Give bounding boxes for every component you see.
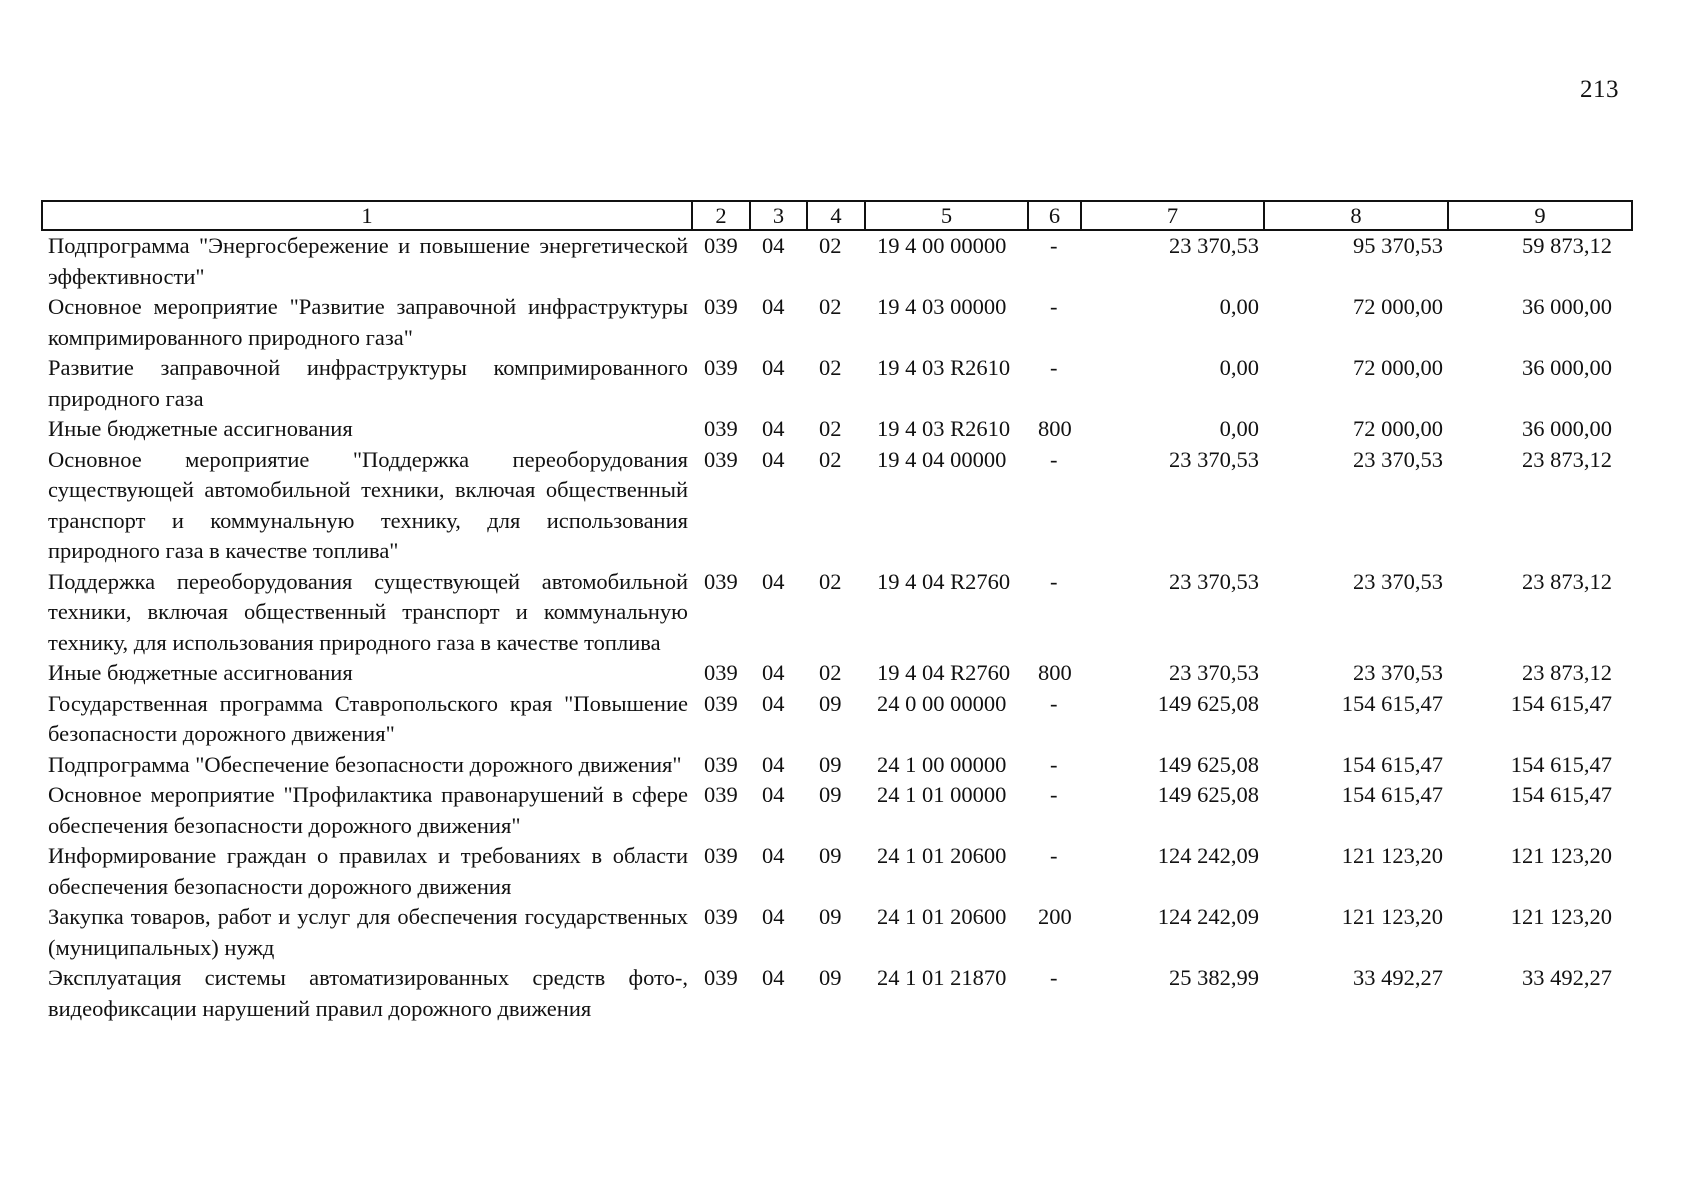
row-amount-cell: 23 873,12 [1522, 568, 1612, 594]
row-amount-cell: 36 000,00 [1522, 416, 1612, 441]
row-amount-cell: 25 382,99 [1169, 965, 1259, 990]
row-section-cell: 04 [762, 568, 785, 594]
page-number: 213 [1580, 76, 1619, 103]
row-amount-cell: 23 370,53 [1353, 568, 1443, 594]
row-subsection-cell: 02 [819, 233, 842, 258]
row-amount-cell: 36 000,00 [1522, 355, 1612, 380]
row-target-article-cell: 19 4 04 R2760 [877, 568, 1011, 594]
row-subsection-cell: 02 [819, 294, 842, 319]
row-code-cell: 039 [704, 660, 738, 685]
table-row [42, 292, 1632, 353]
row-expense-type-cell: - [1050, 843, 1058, 868]
column-header: 1 [42, 201, 692, 230]
row-target-article-cell: 24 1 01 00000 [877, 782, 1007, 807]
row-amount-cell: 95 370,53 [1353, 233, 1443, 258]
row-name-cell: Основное мероприятие "Поддержка переоборудования существующей автомобильной техники, включая общественный транспорт и коммунальную технику, для использования природного газа в качестве топлива" [48, 446, 688, 563]
row-target-article-cell: 19 4 04 R2760 [877, 660, 1011, 685]
table-row [42, 902, 1632, 963]
row-amount-cell: 154 615,47 [1341, 690, 1443, 716]
row-amount-cell: 33 492,27 [1353, 965, 1443, 990]
row-subsection-cell: 02 [819, 355, 842, 380]
row-name-cell: Основное мероприятие "Профилактика правонарушений в сфере обеспечения безопасности дорожного движения" [48, 782, 688, 838]
budget-table [41, 200, 1633, 1024]
table-row [42, 841, 1632, 902]
row-subsection-cell: 09 [819, 782, 842, 807]
row-subsection-cell: 09 [819, 690, 842, 716]
row-subsection-cell: 02 [819, 660, 842, 685]
row-expense-type-cell: 200 [1038, 904, 1072, 929]
row-amount-cell: 23 370,53 [1169, 568, 1259, 594]
row-code-cell: 039 [704, 446, 738, 472]
row-amount-cell: 121 123,20 [1341, 904, 1443, 929]
row-expense-type-cell: - [1050, 233, 1058, 258]
row-target-article-cell: 19 4 03 00000 [877, 294, 1007, 319]
row-amount-cell: 72 000,00 [1353, 294, 1443, 319]
row-amount-cell: 149 625,08 [1157, 782, 1259, 807]
column-header: 3 [750, 201, 807, 230]
row-section-cell: 04 [762, 782, 785, 807]
row-amount-cell: 23 873,12 [1522, 446, 1612, 472]
column-header: 6 [1028, 201, 1081, 230]
row-section-cell: 04 [762, 446, 785, 472]
row-subsection-cell: 02 [819, 416, 842, 441]
row-amount-cell: 154 615,47 [1341, 782, 1443, 807]
row-name-cell: Информирование граждан о правилах и требованиях в области обеспечения безопасности дорожного движения [48, 843, 688, 899]
row-section-cell: 04 [762, 751, 785, 777]
row-amount-cell: 0,00 [1219, 416, 1259, 441]
table-row [42, 963, 1632, 1024]
row-subsection-cell: 02 [819, 446, 842, 472]
row-name-cell: Развитие заправочной инфраструктуры компримированного природного газа [48, 355, 688, 411]
row-expense-type-cell: - [1050, 568, 1058, 594]
row-amount-cell: 121 123,20 [1341, 843, 1443, 868]
row-amount-cell: 154 615,47 [1510, 690, 1612, 716]
row-code-cell: 039 [704, 416, 738, 441]
row-subsection-cell: 09 [819, 843, 842, 868]
table-row [42, 750, 1632, 781]
row-target-article-cell: 19 4 04 00000 [877, 446, 1007, 472]
row-code-cell: 039 [704, 965, 738, 990]
column-header: 9 [1448, 201, 1632, 230]
row-amount-cell: 124 242,09 [1157, 843, 1259, 868]
row-section-cell: 04 [762, 904, 785, 929]
row-subsection-cell: 09 [819, 751, 842, 777]
table-row [42, 780, 1632, 841]
column-header: 5 [865, 201, 1028, 230]
row-target-article-cell: 24 1 01 20600 [877, 843, 1007, 868]
row-amount-cell: 154 615,47 [1510, 782, 1612, 807]
row-amount-cell: 154 615,47 [1341, 751, 1443, 777]
column-header: 7 [1081, 201, 1264, 230]
row-section-cell: 04 [762, 294, 785, 319]
row-amount-cell: 154 615,47 [1510, 751, 1612, 777]
row-target-article-cell: 24 1 01 20600 [877, 904, 1007, 929]
column-header: 4 [807, 201, 865, 230]
row-amount-cell: 59 873,12 [1522, 233, 1612, 258]
row-section-cell: 04 [762, 660, 785, 685]
column-header: 8 [1264, 201, 1448, 230]
row-code-cell: 039 [704, 782, 738, 807]
row-name-cell: Закупка товаров, работ и услуг для обеспечения государственных (муниципальных) нужд [48, 904, 688, 960]
row-amount-cell: 124 242,09 [1157, 904, 1259, 929]
row-name-cell: Государственная программа Ставропольского края "Повышение безопасности дорожного движения" [48, 690, 688, 746]
row-expense-type-cell: - [1050, 690, 1058, 716]
row-name-cell: Подпрограмма "Обеспечение безопасности дорожного движения" [48, 751, 682, 777]
row-subsection-cell: 09 [819, 904, 842, 929]
row-name-cell: Подпрограмма "Энергосбережение и повышение энергетической эффективности" [48, 233, 688, 289]
row-amount-cell: 72 000,00 [1353, 416, 1443, 441]
row-expense-type-cell: 800 [1038, 416, 1072, 441]
row-amount-cell: 33 492,27 [1522, 965, 1612, 990]
row-expense-type-cell: - [1050, 294, 1058, 319]
row-target-article-cell: 24 0 00 00000 [877, 690, 1007, 716]
row-amount-cell: 0,00 [1219, 294, 1259, 319]
row-target-article-cell: 19 4 03 R2610 [877, 416, 1011, 441]
row-code-cell: 039 [704, 751, 738, 777]
row-amount-cell: 23 873,12 [1522, 660, 1612, 685]
row-section-cell: 04 [762, 416, 785, 441]
table-row [42, 567, 1632, 659]
row-amount-cell: 149 625,08 [1157, 751, 1259, 777]
row-amount-cell: 121 123,20 [1510, 843, 1612, 868]
row-code-cell: 039 [704, 355, 738, 380]
row-amount-cell: 36 000,00 [1522, 294, 1612, 319]
row-amount-cell: 23 370,53 [1353, 660, 1443, 685]
row-code-cell: 039 [704, 690, 738, 716]
table-row [42, 414, 1632, 445]
row-expense-type-cell: - [1050, 446, 1058, 472]
row-name-cell: Поддержка переоборудования существующей автомобильной техники, включая общественный транспорт и коммунальную технику, для использования природного газа в качестве топлива [48, 568, 688, 655]
row-expense-type-cell: - [1050, 751, 1058, 777]
row-section-cell: 04 [762, 233, 785, 258]
table-row [42, 353, 1632, 414]
row-section-cell: 04 [762, 690, 785, 716]
table-header-row [42, 201, 1632, 230]
row-target-article-cell: 19 4 00 00000 [877, 233, 1007, 258]
row-code-cell: 039 [704, 843, 738, 868]
row-expense-type-cell: - [1050, 782, 1058, 807]
row-code-cell: 039 [704, 294, 738, 319]
row-target-article-cell: 24 1 01 21870 [877, 965, 1007, 990]
table-row [42, 658, 1632, 689]
table-row [42, 689, 1632, 750]
row-name-cell: Эксплуатация системы автоматизированных средств фото-, видеофиксации нарушений правил дорожного движения [48, 965, 688, 1021]
row-expense-type-cell: - [1050, 355, 1058, 380]
row-section-cell: 04 [762, 355, 785, 380]
row-name-cell: Иные бюджетные ассигнования [48, 660, 353, 685]
row-amount-cell: 121 123,20 [1510, 904, 1612, 929]
row-expense-type-cell: - [1050, 965, 1058, 990]
row-expense-type-cell: 800 [1038, 660, 1072, 685]
row-name-cell: Иные бюджетные ассигнования [48, 416, 353, 441]
row-amount-cell: 23 370,53 [1169, 660, 1259, 685]
column-header: 2 [692, 201, 750, 230]
table-row [42, 445, 1632, 567]
row-amount-cell: 72 000,00 [1353, 355, 1443, 380]
row-amount-cell: 23 370,53 [1353, 446, 1443, 472]
row-target-article-cell: 24 1 00 00000 [877, 751, 1007, 777]
row-code-cell: 039 [704, 904, 738, 929]
row-section-cell: 04 [762, 965, 785, 990]
row-code-cell: 039 [704, 568, 738, 594]
table-row [42, 230, 1632, 292]
row-code-cell: 039 [704, 233, 738, 258]
row-amount-cell: 149 625,08 [1157, 690, 1259, 716]
row-amount-cell: 23 370,53 [1169, 446, 1259, 472]
row-amount-cell: 0,00 [1219, 355, 1259, 380]
row-amount-cell: 23 370,53 [1169, 233, 1259, 258]
row-section-cell: 04 [762, 843, 785, 868]
row-target-article-cell: 19 4 03 R2610 [877, 355, 1011, 380]
row-subsection-cell: 09 [819, 965, 842, 990]
row-subsection-cell: 02 [819, 568, 842, 594]
row-name-cell: Основное мероприятие "Развитие заправочной инфраструктуры компримированного природного газа" [48, 294, 688, 350]
